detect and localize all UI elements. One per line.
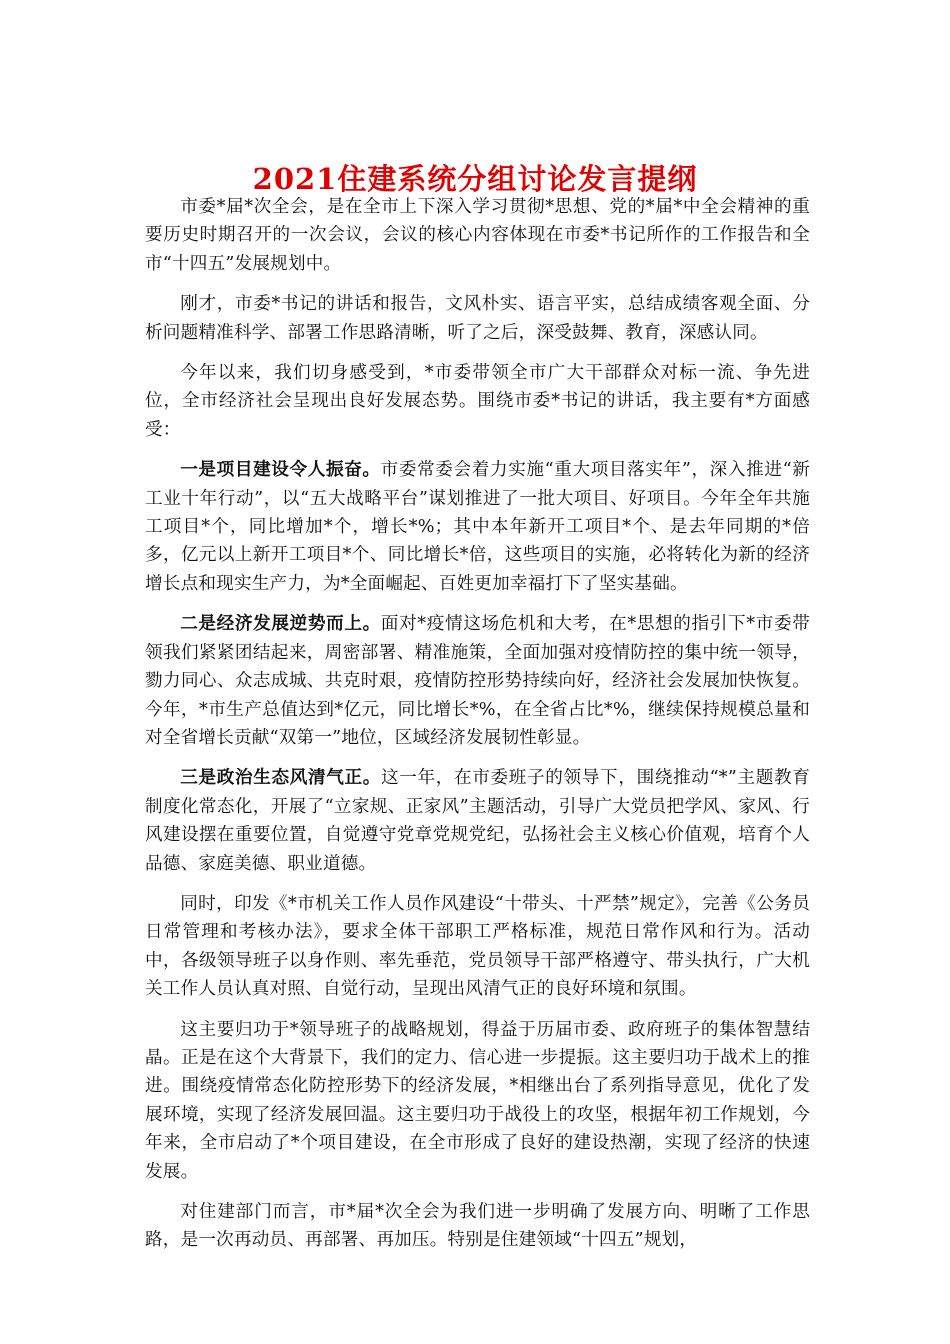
paragraph-lead: 一是项目建设令人振奋。 [180, 459, 381, 481]
paragraph-1 [145, 193, 810, 278]
paragraph-text: 刚才，市委*书记的讲话和报告，文风朴实、语言平实，总结成绩客观全面、分析问题精准科学、部署工作思路清晰，听了之后，深受鼓舞、教育，深感认同。 [145, 294, 810, 343]
paragraph-text: 这主要归功于*领导班子的战略规划，得益于历届市委、政府班子的集体智慧结晶。正是在这个大背景下，我们的定力、信心进一步提振。这主要归功于战术上的推进。围绕疫情常态化防控形势下的经济发展，*相继出台了系列指导意见，优化了发展环境，实现了经济发展回温。这主要归功于战役上的攻坚，根据年初工作规划，今年来，全市启动了*个项目建设，在全市形成了良好的建设热潮，实现了经济的快速发展。 [145, 1019, 810, 1182]
paragraph-text: 同时，印发《*市机关工作人员作风建设“十带头、十严禁”规定》，完善《公务员日常管理和考核办法》，要求全体干部职工严格标准，规范日常作风和行为。活动中，各级领导班子以身作则、率先垂范，党员领导干部严格遵守、带头执行，广大机关工作人员认真对照、自觉行动，呈现出风清气正的良好环境和氛围。 [145, 893, 810, 1000]
paragraph-text: 今年以来，我们切身感受到，*市委带领全市广大干部群众对标一流、争先进位，全市经济社会呈现出良好发展态势。围绕市委*书记的讲话，我主要有*方面感受： [145, 363, 810, 440]
paragraph-text: 对住建部门而言，市*届*次全会为我们进一步明确了发展方向、明晰了工作思路，是一次再动员、再部署、再加压。特别是住建领域“十四五”规划， [145, 1202, 810, 1251]
paragraph-text: 市委常委会着力实施“重大项目落实年”，深入推进“新工业十年行动”，以“五大战略平台”谋划推进了一批大项目、好项目。今年全年共施工项目*个，同比增加*个，增长*%；其中本年新开工项目*个、是去年同期的*倍多，亿元以上新开工项目*个、同比增长*倍，这些项目的实施，必将转化为新的经济增长点和现实生产力，为*全面崛起、百姓更加幸福打下了坚实基础。 [145, 460, 810, 594]
paragraph-2 [145, 290, 810, 347]
paragraph-8 [145, 1016, 810, 1186]
paragraph-7 [145, 890, 810, 1004]
paragraph-lead: 三是政治生态风清气正。 [180, 767, 381, 789]
paragraph-9 [145, 1198, 810, 1255]
paragraph-text: 这一年，在市委班子的领导下，围绕推动“*”主题教育制度化常态化，开展了“立家规、正家风”主题活动，引导广大党员把学风、家风、行风建设摆在重要位置，自觉遵守党章党规党纪，弘扬社会主义核心价值观，培育个人品德、家庭美德、职业道德。 [145, 768, 810, 874]
paragraph-lead: 二是经济发展逆势而上。 [180, 613, 381, 635]
paragraph-6 [145, 764, 810, 878]
document-body [145, 193, 810, 1267]
document-title: 2021住建系统分组讨论发言提纲 [252, 162, 698, 197]
paragraph-text: 面对*疫情这场危机和大考，在*思想的指引下*市委带领我们紧紧团结起来，周密部署、精准施策，全面加强对疫情防控的集中统一领导，勠力同心、众志成城、共克时艰，疫情防控形势持续向好，经济社会发展加快恢复。今年，*市生产总值达到*亿元，同比增长*%，在全省占比*%，继续保持规模总量和对全省增长贡献“双第一”地位，区域经济发展韧性彰显。 [145, 614, 810, 748]
paragraph-text: 市委*届*次全会，是在全市上下深入学习贯彻*思想、党的*届*中全会精神的重要历史时期召开的一次会议，会议的核心内容体现在市委*书记所作的工作报告和全市“十四五”发展规划中。 [145, 197, 810, 274]
paragraph-3 [145, 359, 810, 444]
paragraph-4 [145, 456, 810, 598]
paragraph-5 [145, 610, 810, 752]
